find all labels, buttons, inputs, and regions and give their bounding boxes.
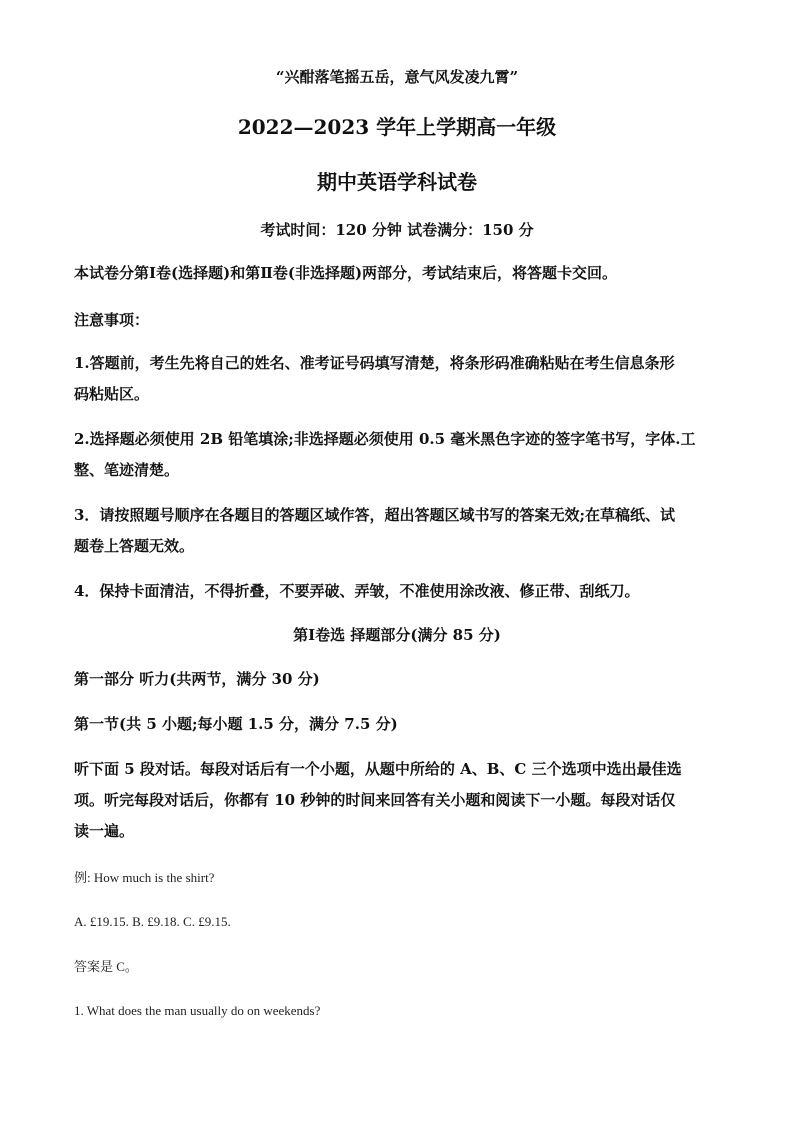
section-1-heading: 第一节(共 5 小题;每小题 1.5 分，满分 7.5 分) [74, 715, 398, 733]
motto: “兴酣落笔摇五岳，意气风发凌九霄” [275, 68, 519, 86]
note-3-line-1: 3．请按照题号顺序在各题目的答题区域作答，超出答题区域书写的答案无效;在草稿纸、试 [74, 506, 675, 524]
example-answer: 答案是 C。 [74, 959, 138, 974]
instructions-line-3: 读一遍。 [74, 822, 135, 840]
exam-info: 考试时间：120 分钟 试卷满分：150 分 [260, 221, 534, 239]
instructions-line-1: 听下面 5 段对话。每段对话后有一个小题，从题中所给的 A、B、C 三个选项中选出最佳选 [74, 760, 682, 778]
volume-1-heading: 第Ⅰ卷选 择题部分(满分 85 分) [293, 626, 501, 644]
example-options: A. £19.15. B. £9.18. C. £9.15. [74, 914, 231, 929]
instructions-line-2: 项。听完每段对话后，你都有 10 秒钟的时间来回答有关小题和阅读下一小题。每段对话仅 [74, 791, 676, 809]
note-2-line-1: 2.选择题必须使用 2B 铅笔填涂;非选择题必须使用 0.5 毫米黑色字迹的签字笔书写，字体.工 [74, 430, 696, 448]
question-1: 1. What does the man usually do on weekends? [74, 1003, 321, 1018]
note-1-line-1: 1.答题前，考生先将自己的姓名、准考证号码填写清楚，将条形码准确粘贴在考生信息条形 [74, 354, 675, 372]
intro-text: 本试卷分第Ⅰ卷(选择题)和第Ⅱ卷(非选择题)两部分，考试结束后，将答题卡交回。 [74, 264, 618, 282]
example-question: 例: How much is the shirt? [74, 870, 215, 885]
part-1-heading: 第一部分 听力(共两节，满分 30 分) [74, 670, 320, 688]
note-3-line-2: 题卷上答题无效。 [74, 537, 195, 555]
page-subtitle: 期中英语学科试卷 [317, 170, 477, 194]
notes-heading: 注意事项： [74, 311, 150, 329]
page-title: 2022—2023 学年上学期高一年级 [237, 115, 557, 139]
note-1-line-2: 码粘贴区。 [74, 385, 150, 403]
note-2-line-2: 整、笔迹清楚。 [74, 461, 180, 479]
note-4: 4．保持卡面清洁，不得折叠，不要弄破、弄皱，不准使用涂改液、修正带、刮纸刀。 [74, 582, 640, 600]
